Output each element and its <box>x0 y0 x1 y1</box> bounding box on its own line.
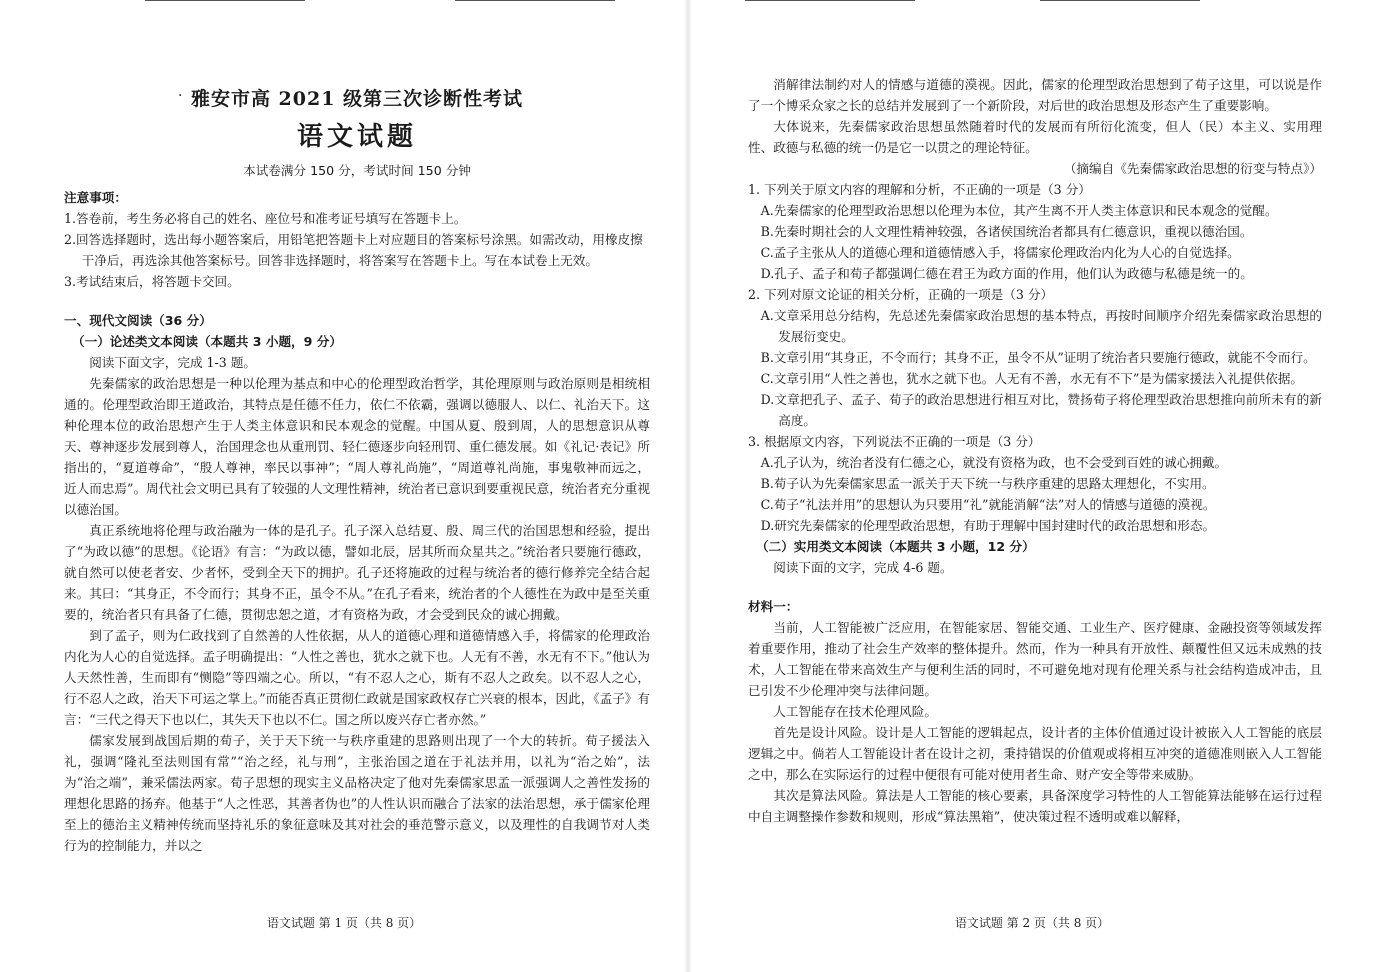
body-paragraph: 儒家发展到战国后期的荀子，关于天下统一与秩序重建的思路则出现了一个大的转折。荀子援法入礼，强调“隆礼至法则国有常”“治之经，礼与刑”，主张治国之道在于礼法并用，以礼为“治之始”，法为“治之端”，兼采儒法两家。荀子思想的现实主义品格决定了他对先秦儒家思孟一派强调人之善性发扬的理想化思路的扬弃。他基于“人之性恶，其善者伪也”的人性认识而融合了法家的法治思想，承于儒家伦理至上的德治主义精神传统而坚持礼乐的象征意味及其对社会的垂范警示意义，以及理性的自我调节对人类行为的控制能力，并以之 <box>64 733 650 853</box>
instruction: 阅读下面文字，完成 1-3 题。 <box>89 355 257 370</box>
answer-option: C.孟子主张从人的道德心理和道德情感入手，将儒家伦理政治内化为人心的自觉选择。 <box>760 245 1240 260</box>
answer-option: A.先秦儒家的伦理型政治思想以伦理为本位，其产生离不开人类主体意识和民本观念的觉醒。 <box>760 203 1278 218</box>
subsection-title: （二）实用类文本阅读（本题共 3 小题，12 分） <box>756 539 1035 554</box>
answer-option: B.荀子认为先秦儒家思孟一派关于天下统一与秩序重建的思路太理想化，不实用。 <box>760 476 1215 491</box>
question-stem: 1. 下列关于原文内容的理解和分析，不正确的一项是（3 分） <box>748 182 1091 197</box>
answer-option: A.孔子认为，统治者没有仁德之心，就没有资格为政，也不会受到百姓的诚心拥戴。 <box>760 455 1228 470</box>
question-stem: 2. 下列对原文论证的相关分析，正确的一项是（3 分） <box>748 287 1054 302</box>
spacer <box>748 578 1322 596</box>
spacer <box>64 292 650 310</box>
body-paragraph: 到了孟子，则为仁政找到了自然善的人性依据，从人的道德心理和道德情感入手，将儒家的伦理政治内化为人心的自觉选择。孟子明确提出：“人性之善也，犹水之就下也。人无有不善，水无有不下。”他认为人天然性善，生而即有“恻隐”等四端之心。所以，“有不忍人之心，斯有不忍人之政矣。以不忍人之心，行不忍人之政，治天下可运之掌上。”而能否真正贯彻仁政就是国家政权存亡兴衰的根本，因此，《孟子》有言：“三代之得天下也以仁，其失天下也以不仁。国之所以废兴存亡者亦然。” <box>64 628 650 727</box>
body-paragraph: 首先是设计风险。设计是人工智能的逻辑起点，设计者的主体价值通过设计被嵌入人工智能的底层逻辑之中。倘若人工智能设计者在设计之初，秉持错误的价值观或将相互冲突的道德准则嵌入人工智能之中，那么在实际运行的过程中便很有可能对使用者生命、财产安全等带来威胁。 <box>748 725 1322 782</box>
answer-option: D.孔子、孟子和荀子都强调仁德在君王为政方面的作用，他们认为政德与私德是统一的。 <box>760 266 1253 281</box>
answer-option: B.文章引用“其身正，不令而行；其身不正，虽令不从”证明了统治者只要施行德政，就能不令而行。 <box>760 350 1316 365</box>
question-stem: 3. 根据原文内容，下列说法不正确的一项是（3 分） <box>748 434 1041 449</box>
instruction: 阅读下面的文字，完成 4-6 题。 <box>773 560 953 575</box>
answer-option: C.文章引用“人性之善也，犹水之就下也。人无有不善，水无有不下”是为儒家援法入礼提供依据。 <box>760 371 1304 386</box>
answer-option: D.文章把孔子、孟子、荀子的政治思想进行相互对比，赞扬荀子将伦理型政治思想推向前所未有的新高度。 <box>760 392 1322 428</box>
note-item: 1.答卷前，考生务必将自己的姓名、座位号和准考证号填写在答题卡上。 <box>64 211 467 226</box>
exam-info: 本试卷满分 150 分，考试时间 150 分钟 <box>243 163 471 178</box>
body-paragraph: 人工智能存在技术伦理风险。 <box>773 704 937 719</box>
page-footer: 语文试题 第 1 页（共 8 页） <box>266 916 422 930</box>
material-label: 材料一： <box>748 599 799 614</box>
body-paragraph: 大体说来，先秦儒家政治思想虽然随着时代的发展而有所衍化流变，但人（民）本主义、实用理性、政德与私德的统一仍是它一以贯之的理论特征。 <box>748 119 1322 155</box>
note-item: 3.考试结束后，将答题卡交回。 <box>64 274 240 289</box>
subsection-title: （一）论述类文本阅读（本题共 3 小题，9 分） <box>72 334 342 349</box>
answer-option: B.先秦时期社会的人文理性精神较强，各诸侯国统治者都具有仁德意识，重视以德治国。 <box>760 224 1253 239</box>
body-paragraph: 其次是算法风险。算法是人工智能的核心要素，具备深度学习特性的人工智能算法能够在运行过程中自主调整操作参数和规则，形成“算法黑箱”，使决策过程不透明或难以解释， <box>748 788 1322 824</box>
note-item: 2.回答选择题时，选出每小题答案后，用铅笔把答题卡上对应题目的答案标号涂黑。如需改动，用橡皮擦干净后，再选涂其他答案标号。回答非选择题时，将答案写在答题卡上。写在本试卷上无效。 <box>64 232 643 268</box>
section-title: 一、现代文阅读（36 分） <box>64 313 212 328</box>
answer-option: C.荀子“礼法并用”的思想认为只要用“礼”就能消解“法”对人的情感与道德的漠视。 <box>760 497 1216 512</box>
source-citation: （摘编自《先秦儒家政治思想的衍变与特点》） <box>1063 161 1322 176</box>
page-footer: 语文试题 第 2 页（共 8 页） <box>954 916 1110 930</box>
body-paragraph: 消解律法制约对人的情感与道德的漠视。因此，儒家的伦理型政治思想到了荀子这里，可以说是作了一个博采众家之长的总结并发展到了一个新阶段，对后世的政治思想及形态产生了重要影响。 <box>748 77 1322 113</box>
body-paragraph: 当前，人工智能被广泛应用，在智能家居、智能交通、工业生产、医疗健康、金融投资等领域发挥着重要作用，推动了社会生产效率的整体提升。然而，作为一种具有开放性、颠覆性但又远未成熟的技术，人工智能在带来高效生产与便利生活的同时，不可避免地对现有伦理关系与社会结构造成冲击，且已引发不少伦理冲突与法律问题。 <box>748 620 1322 698</box>
exam-page-2 <box>688 0 1376 972</box>
header-mark: · <box>178 88 183 104</box>
body-paragraph: 先秦儒家的政治思想是一种以伦理为基点和中心的伦理型政治哲学，其伦理原则与政治原则是相统相通的。伦理型政治即王道政治，其特点是任德不任力，依仁不依霸，强调以德服人、以仁、礼治天下。这种伦理本位的政治思想产生于人类主体意识和民本观念的觉醒。中国从夏、殷到周，人的思想意识从尊天、尊神逐步发展到尊人，治国理念也从重刑罚、轻仁德逐步向轻刑罚、重仁德发展。如《礼记·表记》所指出的，“夏道尊命”，“殷人尊神，率民以事神”；“周人尊礼尚施”，“周道尊礼尚施，事鬼敬神而远之，近人而忠焉”。周代社会文明已具有了较强的人文理性精神，统治者已意识到要重视民意，统治者充分重视以德治国。 <box>64 376 650 517</box>
answer-option: A.文章采用总分结构，先总述先秦儒家政治思想的基本特点，再按时间顺序介绍先秦儒家政治思想的发展衍变史。 <box>760 308 1322 344</box>
body-paragraph: 真正系统地将伦理与政治融为一体的是孔子。孔子深入总结夏、殷、周三代的治国思想和经验，提出了“为政以德”的思想。《论语》有言：“为政以德，譬如北辰，居其所而众星共之。”统治者只要施行德政，就自然可以使老者安、少者怀，受到全天下的拥护。孔子还将施政的过程与统治者的德行修养完全结合起来。其曰：“其身正，不令而行；其身不正，虽令不从。”在孔子看来，统治者的个人德性在为政中是至关重要的，统治者只有具备了仁德，贯彻忠恕之道，才有资格为政，才会受到民众的诚心拥戴。 <box>64 523 650 622</box>
subject-title: 语文试题 <box>296 122 417 152</box>
answer-option: D.研究先秦儒家的伦理型政治思想，有助于理解中国封建时代的政治思想和形态。 <box>760 518 1216 533</box>
exam-title: 雅安市高 2021 级第三次诊断性考试 <box>190 88 524 110</box>
notes-title: 注意事项： <box>64 190 127 205</box>
